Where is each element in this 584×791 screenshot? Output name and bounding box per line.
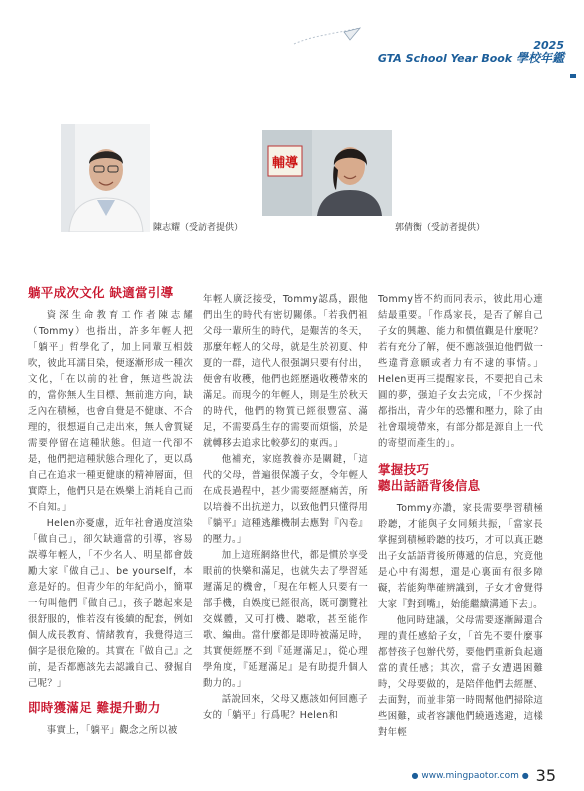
photo-caption-left: 陳志耀（受訪者提供）: [153, 223, 244, 233]
page-number: 35: [535, 766, 556, 785]
masthead: [378, 40, 564, 65]
page-footer: [412, 766, 556, 785]
article-column-3: [378, 292, 543, 741]
masthead-year: 2025: [533, 39, 564, 52]
paragraph: 加上這班網絡世代，都是慣於享受眼前的快樂和滿足，也就失去了學習延遲滿足的機會，「現在年輕人只要有一部手機，自娛度已經很高，既可瀏覽社交媒體，又可打機、聽歌，甚至能作歌、編曲。當什麼都是即時被滿足時，其實便經歷不到『延遲滿足』，從心理學角度，『延遲滿足』是有助提升個人動力的。」: [203, 550, 368, 689]
masthead-title-en: GTA School Year Book: [377, 52, 513, 65]
paragraph: Tommy亦讚，家長需要學習積極聆聽，才能與子女同頻共振，「當家長掌握到積極聆聽的技巧，才可以真正聽出子女話語背後所傳遞的信息，究竟他是心中有渴想，還是心裏面有很多障礙，若能夠準確辨識到，子女才會覺得大家『對到嘴』，始能繼續溝通下去」。: [378, 503, 543, 610]
paragraph: 年輕人廣泛接受，Tommy認爲，跟他們出生的時代有密切關係。「若我們祖父母一輩所生的時代，是艱苦的冬天，那麼年輕人的父母，就是生於初夏、仲夏的一群，這代人很强調只要有付出，便會有收穫，他們也經歷過收穫帶來的滿足。而現今的年輕人，則是生於秋天的時代，他們的物質已經很豐富、滿足，不需要爲生存的需要而煩惱，於是就轉移去追求比較夢幻的東西。」: [203, 294, 368, 449]
paragraph: 事實上，「躺平」觀念之所以被: [46, 725, 178, 736]
article-column-2: [203, 292, 368, 724]
paragraph: 他補充，家庭教養亦是關鍵，「這代的父母，普遍很保護子女，令年輕人在成長過程中，甚少需要經歷痛苦，所以培養不出抗逆力，以致他們只懂得用『躺平』這種逃離機制去應對『內卷』的壓力。」: [203, 454, 368, 545]
masthead-title: [378, 52, 564, 65]
paragraph: 資深生命教育工作者陳志耀（Tommy）也指出，許多年輕人把「躺平」哲學化了，加上同輩互相鼓吹，彼此耳濡目染，便逐漸形成一種次文化，「在以前的社會，無這些說法的，當你無人生目標、無前進方向，缺乏內在積極，也會自覺是不健康、不合理的，很想逼自己走出來，無人會質疑需要停留在這種狀態。但這一代卻不是，他們把這種狀態合理化了，更以爲自己在追求一種更健康的精神層面，但實際上，他們只是在娛樂上消耗自己而不自知。」: [28, 310, 193, 513]
photo-interviewee-chan: [61, 124, 150, 232]
bullet-icon: ●: [521, 771, 529, 780]
article-column-1: [28, 282, 193, 739]
section-heading-1: 躺平成次文化 缺適當引導: [28, 285, 174, 300]
section-heading-3b: 聽出話語背後信息: [378, 478, 481, 493]
masthead-title-zh: 學校年鑑: [515, 51, 564, 65]
svg-text:輔導: 輔導: [272, 156, 299, 171]
section-heading-2: 即時獲滿足 難提升動力: [28, 700, 161, 715]
paragraph: Tommy皆不約而同表示，彼此用心連結最重要。「作爲家長，是否了解自己子女的興趣、能力和價值觀是什麼呢？若有充分了解，便不應該强迫他們做一些違背意願或者力有不逮的事情。」Helen更再三提醒家長，不要把自己未圓的夢，强迫子女去完成，「不少探討都指出，青少年的恐懼和壓力，除了由社會環境帶來，有部分都是源自上一代的寄望而產生的」。: [378, 294, 543, 449]
masthead-accent-bar: [570, 74, 576, 78]
paragraph: 他同時建議，父母需要逐漸歸還合理的責任感給子女，「首先不要什麼事都替孩子包辦代勞，要他們重新負起適當的責任感；其次，當子女遭遇困難時，父母要做的，是陪伴他們去經歷、去面對，而並非第一時間幫他們掃除這些困難，或者容讓他們繞過逃避，這樣對年輕: [378, 615, 543, 738]
photo-interviewee-kwok: [262, 130, 392, 216]
section-heading-3a: 掌握技巧: [378, 462, 430, 477]
photo-caption-right: 郭倩衡（受訪者提供）: [395, 223, 486, 233]
bullet-icon: ●: [411, 771, 419, 780]
paragraph: 話說回來，父母又應該如何回應子女的「躺平」行爲呢？Helen和: [203, 694, 368, 721]
paper-plane-icon: [292, 26, 362, 56]
paragraph: Helen亦憂慮，近年社會過度渲染「做自己」，卻欠缺適當的引導，容易誤導年輕人，「不少名人、明星都會鼓勵大家『做自己』、be yourself，本意是好的。但青少年的年紀尚小，簡單一句叫他們『做自己』，孩子聽起來是很舒服的，惟若沒有後續的配套，例如個人成長教育、情緒教育，我覺得這三個字是很危險的。其實在『做自己』之前，是否都應該先去認識自己、發掘自己呢？」: [28, 518, 193, 689]
footer-url[interactable]: www.mingpaotor.com: [421, 771, 519, 781]
